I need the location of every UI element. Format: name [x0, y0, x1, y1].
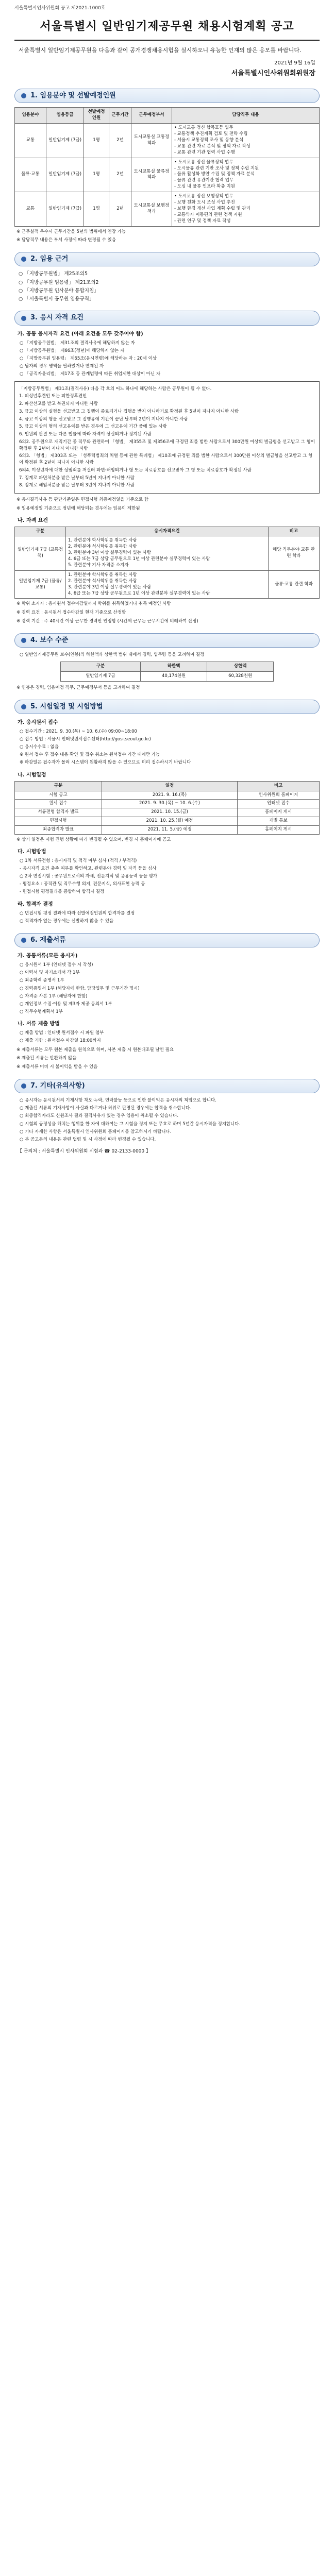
box-line: 7. 징계로 파면처분을 받은 날부터 5년이 지나지 아니한 사람 [19, 475, 135, 481]
list-item: ○ 최종합격자라도 신원조사 결과 결격사유가 있는 경우 임용이 취소될 수 있습니다. [20, 1113, 179, 1119]
section-6-title: 6. 제출서류 [30, 936, 66, 944]
list-item: ○ 기타 자세한 사항은 서울특별시 인사위원회 홈페이지를 참고하시기 바랍니다. [20, 1129, 172, 1134]
box-line: 6의3. 「형법」 제303조 또는 「성폭력범죄의 처벌 등에 관한 특례법」 제10조에 규정된 죄를 범한 사람으로서 300만원 이상의 벌금형을 선고받고 그 형이 확정된 후 2년이 지나지 아니한 사람 [19, 453, 313, 466]
list-item: ○ 본 공고문의 내용은 관련 법령 및 시 사정에 따라 변경될 수 있습니다. [20, 1137, 156, 1142]
list-item: - 평정요소 : 공직관 및 직무수행 의지, 전문지식, 의사표현 능력 등 [20, 882, 145, 887]
subsection-title: 나. 자격 요건 [18, 517, 48, 523]
table-cell: 2년 [109, 124, 131, 158]
table-header-cell: 임용분야 [15, 108, 46, 124]
table-cell: 1명 [84, 158, 109, 192]
note-text: ※ 담당직무 내용은 부서 사정에 따라 변경될 수 있음 [16, 238, 116, 243]
table-header-cell: 응시자격요건 [66, 527, 269, 536]
table-cell: 일반임기제 (7급) [46, 192, 84, 226]
table-cell: 도시교통실 물류정책과 [131, 158, 172, 192]
note-text: ※ 임용예정일 기준으로 정년에 해당되는 경우에는 임용이 제한됨 [16, 505, 140, 511]
table-cell: 2021. 9. 30.(목) ~ 10. 6.(수) [102, 800, 238, 808]
section-bullet-icon [21, 704, 26, 709]
table-cell: 일반임기제 (7급) [46, 158, 84, 192]
table-cell: • 도시교통 정신 물류정책 업무 - 도시물류 관련 기반 조사 및 정책 수립 지원 - 물류 활성화 방안 수립 및 정책 자료 분석 - 물류 관련 유관기관 협력 업무 - 도심 내 물류 인프라 확충 지원 [172, 158, 320, 192]
table-cell: 1명 [84, 192, 109, 226]
note-text: ※ 근무실적 우수시 근무기간을 5년의 범위에서 연장 가능 [16, 229, 126, 234]
section-6-header [14, 933, 320, 947]
table-cell: 일반임기제 (7급) [46, 124, 84, 158]
section-2-title: 2. 임용 근거 [30, 255, 69, 263]
list-item: ○ 남자의 경우 병역을 필하였거나 면제된 자 [20, 364, 104, 369]
list-item: ○ 「지방공무원법」 제66조(정년)에 해당하지 않는 자 [20, 348, 125, 353]
list-item: ○ 「지방공무원법」 제25조의5 [19, 271, 88, 277]
box-line: 「지방공무원법」 제31조(결격사유) 다음 각 호의 어느 하나에 해당하는 사람은 공무원이 될 수 없다. [19, 386, 212, 392]
table-cell: 홈페이지 게시 [238, 826, 320, 835]
table-cell: 교통 [15, 192, 46, 226]
contact-info: 【 문의처 : 서울특별시 인사위원회 시험과 ☎ 02-2133-0000 】 [18, 1149, 151, 1155]
section-bullet-icon [21, 938, 26, 943]
table-header-cell: 근무기간 [109, 108, 131, 124]
list-item: ○ 자격증 사본 1부 (해당자에 한함) [20, 993, 88, 999]
box-line: 6의4. 미성년자에 대한 성범죄를 저질러 파면·해임되거나 형 또는 치료감호를 선고받아 그 형 또는 치료감호가 확정된 사람 [19, 467, 252, 473]
section-4-header [14, 633, 320, 648]
subsection-title: 가. 공통 응시자격 요건 (아래 요건을 모두 갖추어야 함) [18, 331, 143, 337]
table-row [60, 671, 273, 681]
table-row [15, 192, 320, 226]
table-cell: 2021. 10. 25.(월) 예정 [102, 817, 238, 826]
notice-date: 2021년 9월 16일 [274, 60, 315, 66]
table-cell: 40,174천원 [141, 671, 207, 681]
table-cell: 시험 공고 [15, 791, 102, 800]
table-header-cell: 선발예정인원 [84, 108, 109, 124]
table-header-cell: 일정 [102, 781, 238, 791]
list-item: ○ 이력서 및 자기소개서 각 1부 [20, 970, 80, 976]
section-1-header [14, 89, 320, 103]
table-cell: 2021. 11. 5.(금) 예정 [102, 826, 238, 835]
box-line: 6. 법원의 판결 또는 다른 법률에 따라 자격이 상실되거나 정지된 사람 [19, 432, 152, 437]
table-cell: 홈페이지 게시 [238, 808, 320, 817]
table-cell: 면접시험 [15, 817, 102, 826]
table-cell: 개별 통보 [238, 817, 320, 826]
list-item: ○ 「서울특별시 공무원 임용규칙」 [19, 296, 94, 302]
list-item: ○ 「지방공무원 인사분야 통합지침」 [19, 287, 99, 294]
list-item: ○ 응시수수료 : 없음 [20, 744, 59, 750]
list-item: ○ 직무수행계획서 1부 [20, 1009, 63, 1015]
title-divider [14, 40, 320, 41]
list-item: ○ 면접시험 평정 결과에 따라 선발예정인원의 합격자를 결정 [20, 910, 135, 916]
table-cell: 물류·교통 관련 학과 [269, 570, 320, 599]
subsection-title: 가. 공통서류(모든 응시자) [18, 953, 78, 959]
table-header-cell: 비고 [269, 527, 320, 536]
note-text: ※ 제출서류는 모두 원본 제출을 원칙으로 하며, 사본 제출 시 원본대조필 날인 필요 [16, 1047, 174, 1053]
list-item: ○ 접수 방법 : 서울시 인터넷원서접수센터(http://gosi.seoul.go.kr) [20, 736, 151, 742]
list-item: ○ 적격자가 없는 경우에는 선발하지 않을 수 있음 [20, 918, 114, 924]
table-cell: 2021. 9. 16.(목) [102, 791, 238, 800]
note-text: ※ 제출된 서류는 반환하지 않음 [16, 1056, 77, 1061]
section-2-header [14, 252, 320, 266]
table-row [15, 800, 320, 808]
box-line: 4. 금고 이상의 형을 선고받고 그 집행유예 기간이 끝난 날부터 2년이 지나지 아니한 사람 [19, 416, 188, 422]
note-text: ※ 제출서류 미비 시 불이익을 받을 수 있음 [16, 1064, 98, 1070]
table-cell: 일반임기제 7급 (물류/교통) [15, 570, 66, 599]
list-item: ※ 마감일은 접수자가 몰려 시스템이 원활하지 않을 수 있으므로 미리 접수하시기 바랍니다 [20, 760, 191, 766]
section-bullet-icon [21, 257, 26, 262]
note-text: ※ 응시결격사유 등 판단기준일은 면접시험 최종예정일을 기준으로 함 [16, 497, 148, 503]
table-cell: 원서 접수 [15, 800, 102, 808]
subsection-title: 가. 응시원서 접수 [18, 719, 58, 725]
table-row [15, 570, 320, 599]
table-header-cell: 비고 [238, 781, 320, 791]
note-text: ※ 경력 요건 : 응시원서 접수마감일 현재 기준으로 산정함 [16, 610, 126, 616]
section-3-title: 3. 응시 자격 요건 [30, 314, 84, 322]
table-cell: 교통 [15, 124, 46, 158]
section-3-header [14, 311, 320, 325]
list-item: - 면접시험 평정결과를 종합하여 합격자 결정 [20, 889, 105, 895]
list-item: ○ 제출 기한 : 원서접수 마감일 18:00까지 [20, 1038, 101, 1044]
list-item: ○ 시험의 공정성을 해치는 행위를 한 자에 대하여는 그 시험을 정지 또는 무효로 하며 5년간 응시자격을 정지합니다. [20, 1121, 241, 1127]
table-cell: 최종합격자 발표 [15, 826, 102, 835]
section-1-title: 1. 임용분야 및 선발예정인원 [30, 92, 116, 100]
list-item: ○ 제출된 서류의 기재사항이 사실과 다르거나 허위로 판명된 경우에는 합격을 취소합니다. [20, 1106, 191, 1111]
table-cell: 1명 [84, 124, 109, 158]
section-7-header [14, 1079, 320, 1093]
notice-number: 서울특별시인사위원회 공고 제2021-1000호 [14, 6, 106, 11]
table-cell: 일반임기제 7급 [60, 671, 140, 681]
list-item: ○ 일반임기제공무원 보수(연봉)의 하한액과 상한액 범위 내에서 경력, 업무량 등을 고려하여 결정 [20, 652, 205, 657]
list-item: ○ 접수기간 : 2021. 9. 30.(목) ~ 10. 6.(수) 09:00~18:00 [20, 728, 137, 734]
list-item: ○ 「지방공무원법」 제31조의 결격사유에 해당하지 않는 자 [20, 340, 135, 346]
table-header-cell: 구분 [15, 527, 66, 536]
note-text: ※ 경력 기간 : 주 40시간 이상 근무한 경력만 인정함 (시간제 근무는 근무시간에 비례하여 산정) [16, 618, 198, 624]
table-cell: 1. 관련분야 학사학위를 취득한 사람 2. 관련분야 석사학위를 취득한 사람 3. 관련분야 3년 이상 실무경력이 있는 사람 4. 6급 또는 7급 상당 공무원으로 1년 이상 관련분야 실무경력이 있는 사람 5. 관련분야 기사 자격증 소지자 [66, 536, 269, 570]
issuer-name: 서울특별시인사위원회위원장 [231, 70, 315, 78]
table-cell: 60,328천원 [207, 671, 274, 681]
list-item: - 응시자격 요건 충족 여부를 확인하고, 관련분야 경력 및 자격 등을 심사 [20, 866, 157, 871]
section-5-title: 5. 시험일정 및 시험방법 [30, 702, 103, 710]
table-cell: 2년 [109, 192, 131, 226]
list-item: ○ 경력증명서 1부 (해당자에 한함, 담당업무 및 근무기간 명시) [20, 986, 140, 991]
list-item: ※ 원서 접수 후 접수 내용 확인 및 접수 취소는 원서접수 기간 내에만 가능 [20, 752, 160, 758]
table-cell: 일반임기제 7급 (교통정책) [15, 536, 66, 570]
table-header-cell: 구분 [15, 781, 102, 791]
table-cell: 인터넷 접수 [238, 800, 320, 808]
section-7-title: 7. 기타(유의사항) [30, 1081, 85, 1090]
table-header-cell: 담당직무 내용 [172, 108, 320, 124]
section-bullet-icon [21, 316, 26, 321]
list-item: ○ 응시원서 1부 (인터넷 접수 시 작성) [20, 962, 93, 968]
intro-text: 서울특별시 일반임기제공무원을 다음과 같이 공개경쟁채용시험을 실시하오니 유능한 인재의 많은 응모를 바랍니다. [19, 47, 302, 54]
box-line: 1. 피성년후견인 또는 피한정후견인 [19, 394, 87, 399]
positions-table [14, 107, 320, 226]
list-item: ○ 「지방공무원 임용령」 제21조의2 [19, 279, 99, 285]
page-title: 서울특별시 일반임기제공무원 채용시험계획 공고 [40, 20, 294, 33]
list-item: ○ 최종학력 증명서 1부 [20, 978, 64, 984]
table-cell: 2년 [109, 158, 131, 192]
requirements-table [14, 527, 320, 599]
salary-table [60, 662, 274, 682]
table-header-cell: 하한액 [141, 662, 207, 672]
table-cell: 인사위원회 홈페이지 [238, 791, 320, 800]
note-text: ※ 상기 일정은 시험 진행 상황에 따라 변경될 수 있으며, 변경 시 홈페이지에 공고 [16, 837, 171, 842]
box-line: 2. 파산선고를 받고 복권되지 아니한 사람 [19, 401, 98, 407]
table-cell: • 도시교통 정신 합목표등 업무 - 교통정책 추진계획 검토 및 전략 수립 - 서울시 교통정책 조사 및 동향 분석 - 교통 관련 자료 분석 및 정책 자료 작성 - 교통 관련 기관 협력 사업 수행 [172, 124, 320, 158]
table-header-cell: 근무예정부서 [131, 108, 172, 124]
table-header-cell: 상한액 [207, 662, 274, 672]
list-item: ○ 응시자는 응시원서의 기재사항 착오·누락, 연락불능 등으로 인한 불이익은 응시자의 책임으로 합니다. [20, 1098, 216, 1104]
subsection-title: 다. 시험방법 [18, 849, 46, 855]
table-cell: 2021. 10. 15.(금) [102, 808, 238, 817]
list-item: ○ 2차 면접시험 : 공무원으로서의 자세, 전문지식 및 응용능력 등을 평가 [20, 874, 158, 879]
section-bullet-icon [21, 638, 26, 643]
table-row [15, 158, 320, 192]
table-row [15, 791, 320, 800]
table-cell: 서류전형 합격자 발표 [15, 808, 102, 817]
list-item: ○ 제출 방법 : 인터넷 원서접수 시 파일 첨부 [20, 1030, 104, 1036]
table-row [15, 808, 320, 817]
table-row [15, 124, 320, 158]
table-header-cell: 임용등급 [46, 108, 84, 124]
disqualification-box [14, 381, 320, 494]
table-cell: 도시교통실 교통정책과 [131, 124, 172, 158]
subsection-title: 나. 서류 제출 방법 [18, 1021, 60, 1027]
subsection-title: 나. 시험일정 [18, 772, 46, 778]
box-line: 5. 금고 이상의 형의 선고유예를 받은 경우에 그 선고유예 기간 중에 있는 사람 [19, 424, 167, 430]
list-item: ○ 1차 서류전형 : 응시자격 및 적격 여부 심사 (적격 / 부적격) [20, 858, 137, 863]
note-text: ※ 학위 소지자 : 응시원서 접수마감일까지 학위를 취득하였거나 취득 예정인 사람 [16, 601, 171, 607]
section-5-header [14, 700, 320, 714]
table-row [15, 826, 320, 835]
section-bullet-icon [21, 1083, 26, 1089]
schedule-table [14, 781, 320, 835]
list-item: ○ 「공직자윤리법」 제17조 등 관계법령에 따른 취업제한 대상이 아닌 자 [20, 371, 161, 377]
table-cell: 해당 직무분야 교통 관련 학과 [269, 536, 320, 570]
table-cell: 도시교통실 보행정책과 [131, 192, 172, 226]
subsection-title: 라. 합격자 결정 [18, 901, 53, 907]
table-cell: • 도시교통 정신 보행정책 업무 - 보행 친화 도시 조성 사업 추진 - 보행 환경 개선 사업 계획 수립 및 관리 - 교통약자 이동편의 관련 정책 지원 - 관련 연구 및 정책 자료 작성 [172, 192, 320, 226]
section-4-title: 4. 보수 수준 [30, 636, 69, 644]
note-text: ※ 연봉은 경력, 임용예정 직무, 근무예정부서 등을 고려하여 결정 [16, 685, 140, 690]
box-line: 8. 징계로 해임처분을 받은 날부터 3년이 지나지 아니한 사람 [19, 483, 135, 488]
box-line: 6의2. 공무원으로 재직기간 중 직무와 관련하여 「형법」 제355조 및 제356조에 규정된 죄를 범한 사람으로서 300만원 이상의 벌금형을 선고받고 그 형이 확정된 후 2년이 지나지 아니한 사람 [19, 439, 315, 451]
table-cell: 1. 관련분야 학사학위를 취득한 사람 2. 관련분야 석사학위를 취득한 사람 3. 관련분야 3년 이상 실무경력이 있는 사람 4. 6급 또는 7급 상당 공무원으로 1년 이상 관련분야 실무경력이 있는 사람 [66, 570, 269, 599]
announcement-page [0, 0, 334, 1181]
list-item: ○ 개인정보 수집·이용 및 제3자 제공 동의서 1부 [20, 1001, 112, 1007]
section-bullet-icon [21, 93, 26, 98]
box-line: 3. 금고 이상의 실형을 선고받고 그 집행이 종료되거나 집행을 받지 아니하기로 확정된 후 5년이 지나지 아니한 사람 [19, 409, 239, 414]
table-row [15, 536, 320, 570]
list-item: ○ 「지방공무원 임용령」 제65조(응시연령)에 해당하는 자 : 20세 이상 [20, 356, 157, 361]
table-row [15, 817, 320, 826]
table-header-cell: 구분 [60, 662, 140, 672]
table-cell: 물류·교통 [15, 158, 46, 192]
